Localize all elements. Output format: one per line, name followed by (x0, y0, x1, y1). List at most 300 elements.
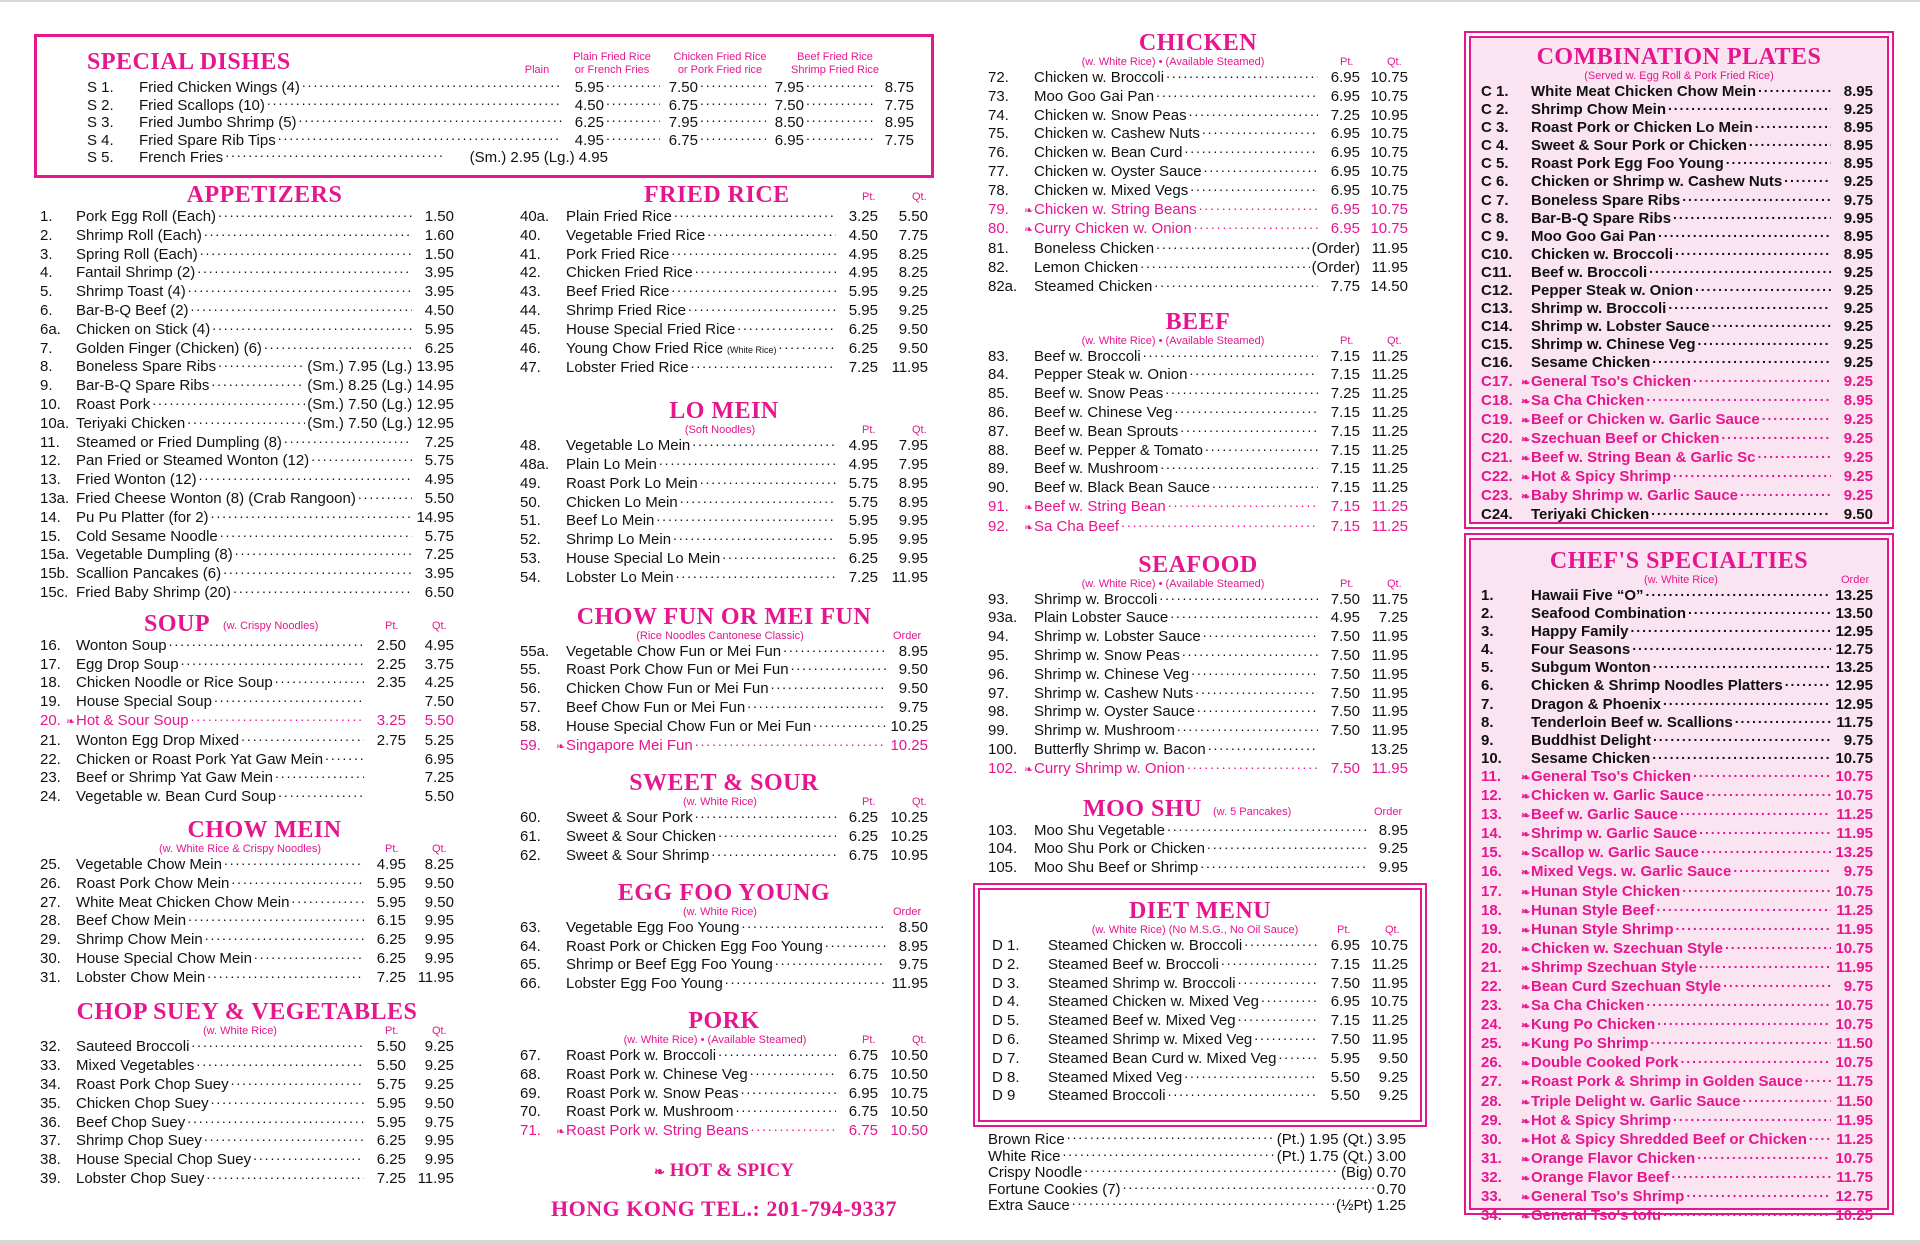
menu-item (40, 1114, 454, 1133)
item-number: 24. (1481, 1016, 1502, 1034)
item-number: 63. (520, 918, 541, 936)
menu-item (988, 442, 1408, 461)
item-name: Shrimp w. Chinese Veg (1531, 336, 1696, 354)
item-number: 19. (40, 693, 61, 711)
price: 5.75 (424, 452, 454, 470)
pork-pt-head: Pt. (862, 1033, 876, 1046)
item-number: 31. (1481, 1149, 1502, 1167)
price-pint: 7.15 (1330, 955, 1360, 973)
dot-leader (1167, 823, 1366, 835)
item-name: Sa Cha Chicken (1531, 391, 1645, 409)
dot-leader (1160, 461, 1318, 473)
dot-leader (813, 719, 886, 731)
dot-leader (211, 1096, 364, 1108)
item-number: 48a. (520, 455, 550, 473)
item-number: 65. (520, 956, 541, 974)
price-quart: 11.25 (1371, 479, 1408, 497)
price-pint: 6.25 (848, 339, 878, 357)
item-name: Beef w. Snow Peas (1034, 385, 1164, 403)
special-dishes-title: SPECIAL DISHES (87, 49, 291, 75)
price-quart: 6.95 (424, 750, 454, 768)
dot-leader (680, 495, 836, 507)
egg-foo-young-order-head: Order (893, 905, 922, 918)
price-quart: 9.25 (1378, 1087, 1408, 1105)
menu-item (988, 722, 1408, 741)
chili-pepper-icon: ❧ (1521, 981, 1531, 994)
item-number: 34. (1481, 1207, 1502, 1225)
price-quart: 10.75 (1370, 181, 1408, 199)
price: 10.75 (1835, 767, 1873, 785)
item-name: Mixed Vegetables (76, 1057, 195, 1075)
price-quart: 10.75 (1370, 200, 1408, 218)
item-number: 8. (40, 358, 53, 376)
soup-qt-head: Qt. (432, 619, 447, 632)
item-number: 11. (1481, 767, 1502, 785)
dot-leader (224, 857, 364, 869)
item-number: C16. (1481, 354, 1513, 372)
price: 8.95 (898, 937, 928, 955)
dot-leader (1182, 648, 1318, 660)
item-number: 28. (40, 912, 61, 930)
item-name: Chicken Fried Rice (566, 264, 693, 282)
price: 13.25 (1835, 587, 1873, 604)
chow-fun-title: CHOW FUN OR MEI FUN (576, 603, 872, 630)
price-pint: 6.25 (848, 320, 878, 338)
price-pint: 7.75 (1330, 277, 1360, 295)
item-number: 4. (1481, 641, 1494, 659)
price-quart: 11.95 (1371, 974, 1408, 992)
item-name: Bar-B-Q Beef (2) (76, 301, 189, 319)
dot-leader (1675, 247, 1831, 259)
price-pint: 7.50 (1330, 722, 1360, 740)
menu-item (1481, 137, 1873, 155)
price-pint: 4.95 (848, 455, 878, 473)
item-number: C19. (1481, 410, 1513, 428)
combination-plates-box (1469, 36, 1889, 524)
chili-pepper-icon: ❧ (1521, 1096, 1531, 1109)
dot-leader (1177, 723, 1318, 735)
chili-pepper-icon: ❧ (1521, 1115, 1531, 1128)
dot-leader (695, 810, 836, 822)
price: 12.75 (1835, 641, 1873, 659)
price-quart: 11.95 (1371, 258, 1408, 276)
price-pint: 7.15 (1330, 366, 1360, 384)
item-name: Hot & Spicy Shredded Beef or Chicken (1531, 1130, 1807, 1148)
menu-item (40, 434, 454, 453)
dot-leader (1195, 686, 1318, 698)
item-number: C22. (1481, 467, 1513, 485)
price: 9.25 (1843, 336, 1873, 354)
dot-leader (1194, 221, 1318, 233)
dot-leader (1699, 826, 1831, 838)
price: 9.25 (1843, 101, 1873, 119)
menu-item (520, 283, 928, 302)
menu-item (988, 628, 1408, 647)
menu-item (988, 518, 1408, 538)
item-number: 13. (40, 471, 61, 489)
item-number: S 3. (87, 114, 114, 131)
dot-leader (718, 829, 836, 841)
price-quart: 10.50 (890, 1046, 928, 1064)
diet-pt-head: Pt. (1337, 924, 1351, 936)
menu-item (1481, 1150, 1873, 1169)
item-number: C 9. (1481, 227, 1509, 245)
menu-item (520, 569, 928, 588)
menu-item (520, 919, 928, 938)
item-number: C12. (1481, 282, 1513, 300)
item-name: General Tso's Chicken (1531, 767, 1692, 785)
item-number: 39. (40, 1170, 61, 1188)
price-fried-rice: 7.95 (668, 114, 698, 131)
dot-leader (1197, 704, 1318, 716)
menu-item (1481, 825, 1873, 844)
menu-item (988, 647, 1408, 666)
price: 8.95 (1843, 391, 1873, 409)
item-name: Chicken w. Garlic Sauce (1531, 787, 1704, 805)
price-quart: 7.25 (1378, 609, 1408, 627)
price: 6.50 (424, 583, 454, 601)
item-number: 20. (40, 711, 61, 729)
item-name: Steamed Beef w. Mixed Veg (1048, 1012, 1236, 1030)
item-name: White Meat Chicken Chow Mein (76, 893, 290, 911)
menu-item (1481, 411, 1873, 430)
beef-title: BEEF (1165, 308, 1231, 335)
price: 9.25 (1843, 282, 1873, 300)
item-number: 51. (520, 512, 541, 530)
chili-pepper-icon: ❧ (1521, 1211, 1531, 1224)
item-number: 35. (40, 1094, 61, 1112)
dot-leader (1651, 507, 1831, 519)
dot-leader (1166, 70, 1318, 82)
item-name: Chicken w. Broccoli (1531, 245, 1673, 263)
menu-item (40, 565, 454, 584)
item-number: 1. (1481, 587, 1494, 604)
item-name: Roast Pork (76, 395, 151, 413)
price-quart: 9.50 (424, 1094, 454, 1112)
item-number: 53. (520, 549, 541, 567)
dot-leader (674, 209, 836, 221)
dot-leader (191, 1039, 364, 1051)
lo-mein-list (520, 437, 928, 587)
menu-item (1481, 768, 1873, 787)
menu-item (988, 182, 1408, 201)
item-number: 80. (988, 220, 1009, 238)
dot-leader (275, 675, 364, 687)
soup-header (40, 611, 454, 637)
price: 9.75 (1843, 191, 1873, 209)
item-number: 89. (988, 460, 1009, 478)
menu-item (1481, 282, 1873, 300)
dot-leader (204, 1133, 364, 1145)
price: 12.95 (1835, 695, 1873, 713)
item-number: 88. (988, 441, 1009, 459)
pork-list (520, 1047, 928, 1142)
item-number: C23. (1481, 487, 1513, 505)
diet-subheader (980, 924, 1420, 937)
chop-suey-subheader (40, 1025, 454, 1038)
price-quart: 8.95 (898, 474, 928, 492)
item-name: Pan Fried or Steamed Wonton (12) (76, 452, 310, 470)
price-pint: 6.95 (1330, 181, 1360, 199)
dot-leader (1658, 229, 1831, 241)
price: (Sm.) 7.50 (Lg.) 12.95 (307, 414, 454, 432)
dot-leader (1743, 1094, 1831, 1106)
item-name: Chicken or Roast Pork Yat Gaw Mein (76, 750, 324, 768)
item-number: 42. (520, 264, 541, 282)
item-number: 32. (1481, 1168, 1502, 1186)
sweet-sour-title: SWEET & SOUR (629, 770, 819, 797)
dot-leader (1159, 592, 1318, 604)
price-pint: 7.15 (1330, 403, 1360, 421)
price-quart: 9.25 (424, 1038, 454, 1056)
price: 9.95 (1378, 859, 1408, 877)
moo-shu-title: MOO SHU (1083, 795, 1202, 822)
dot-leader (806, 80, 876, 92)
item-number: D 9 (992, 1087, 1016, 1105)
dot-leader (1673, 211, 1831, 223)
dot-leader (188, 284, 412, 296)
item-name: Shrimp w. Cashew Nuts (1034, 684, 1194, 702)
item-number: D 2. (992, 955, 1020, 973)
item-name: Steamed Broccoli (1048, 1087, 1166, 1105)
price-quart: 8.25 (898, 245, 928, 263)
menu-item (988, 240, 1408, 259)
dot-leader (1652, 751, 1831, 763)
dot-leader (791, 662, 886, 674)
price-pint: 5.95 (848, 531, 878, 549)
item-number: C 5. (1481, 155, 1509, 173)
menu-item (520, 699, 928, 718)
price-quart: 9.95 (898, 512, 928, 530)
item-number: 66. (520, 975, 541, 993)
chow-fun-list (520, 643, 928, 757)
dot-leader (1721, 431, 1831, 443)
menu-item (40, 377, 454, 396)
chili-pepper-icon: ❧ (1521, 1172, 1531, 1185)
item-name: Chicken w. String Beans (1034, 200, 1197, 218)
item-name: Wonton Soup (76, 636, 167, 654)
item-name: Plain Lo Mein (566, 455, 657, 473)
price-pint: 6.95 (1330, 69, 1360, 86)
price-quart: 10.75 (1370, 993, 1408, 1011)
item-name: Brown Rice (988, 1131, 1065, 1148)
menu-item (988, 201, 1408, 221)
item-number: 2. (1481, 605, 1494, 623)
item-name: Moo Shu Pork or Chicken (1034, 840, 1205, 858)
item-name: Boneless Spare Ribs (1531, 191, 1681, 209)
dot-leader (196, 1058, 364, 1070)
dot-leader (722, 551, 836, 563)
chop-suey-pt-head: Pt. (385, 1025, 399, 1038)
item-name: Lobster Fried Rice (566, 359, 689, 377)
item-name: Shrimp or Beef Egg Foo Young (566, 956, 773, 974)
price-pint: 5.95 (848, 512, 878, 530)
item-name: Scallop w. Garlic Sauce (1531, 844, 1699, 862)
item-number: 45. (520, 320, 541, 338)
item-number: 84. (988, 366, 1009, 384)
price-pint: 4.95 (848, 437, 878, 455)
moo-shu-list (988, 822, 1408, 878)
dot-leader (214, 694, 364, 706)
price: 11.95 (1836, 825, 1873, 843)
item-number: 56. (520, 680, 541, 698)
price-pint: 7.50 (1330, 628, 1360, 646)
menu-item (1481, 264, 1873, 282)
item-number: 60. (520, 809, 541, 827)
price: 8.50 (898, 918, 928, 936)
menu-item (520, 643, 928, 662)
chili-pepper-icon: ❧ (1521, 867, 1531, 880)
price: 9.25 (1843, 263, 1873, 281)
dot-leader (1651, 1036, 1832, 1048)
menu-item (1481, 1112, 1873, 1131)
menu-item (40, 1132, 454, 1151)
dot-leader (231, 1077, 364, 1089)
chop-suey-note: (w. White Rice) (203, 1025, 277, 1038)
dot-leader (825, 939, 886, 951)
item-name: Sa Cha Chicken (1531, 997, 1645, 1015)
item-name: Curry Chicken w. Onion (1034, 220, 1192, 238)
menu-item (87, 97, 922, 115)
chili-pepper-icon: ❧ (1521, 491, 1531, 504)
price: 8.95 (1378, 821, 1408, 839)
diet-list (992, 937, 1408, 1106)
menu-item (992, 993, 1408, 1012)
item-number: 9. (1481, 731, 1494, 749)
dot-leader (211, 378, 305, 390)
price-chicken-pork: 8.50 (774, 114, 804, 131)
item-name: Tenderloin Beef w. Scallions (1531, 713, 1733, 731)
item-number: 15a. (40, 546, 70, 564)
item-number: C 2. (1481, 101, 1509, 119)
menu-item (40, 1095, 454, 1114)
menu-item (40, 769, 454, 788)
item-name: Roast Pork or Chicken Lo Mein (1531, 119, 1753, 137)
item-number: 55. (520, 661, 541, 679)
dot-leader (783, 644, 886, 656)
item-name: Seafood Combination (1531, 605, 1686, 623)
chili-pepper-icon: ❧ (1521, 943, 1531, 956)
menu-item (520, 550, 928, 569)
diet-menu-title: DIET MENU (1128, 898, 1272, 924)
dot-leader (278, 789, 364, 801)
price: 10.75 (1835, 1016, 1873, 1034)
item-number: C17. (1481, 372, 1513, 390)
item-name: Lobster Lo Mein (566, 568, 674, 586)
item-name: House Special Fried Rice (566, 320, 736, 338)
price-quart: 11.95 (417, 1170, 454, 1188)
price-pint: 5.95 (848, 301, 878, 319)
egg-foo-young-note: (w. White Rice) (683, 905, 757, 918)
price: 10.25 (1835, 1207, 1873, 1225)
menu-item (40, 712, 454, 732)
price: 5.95 (424, 320, 454, 338)
item-note: (White Rice) (727, 344, 777, 355)
item-number: 16. (40, 636, 61, 654)
item-number: 9. (40, 377, 53, 395)
item-number: 12. (40, 452, 61, 470)
item-number: 16. (1481, 863, 1502, 881)
item-name: Chicken w. Snow Peas (1034, 106, 1187, 124)
chili-pepper-icon: ❧ (1521, 395, 1531, 408)
menu-item (40, 656, 454, 675)
item-name: Chicken w. Bean Curd (1034, 144, 1183, 162)
menu-item (988, 760, 1408, 780)
item-name: Chicken Noodle or Rice Soup (76, 674, 273, 692)
dot-leader (1758, 450, 1831, 462)
price-pint: (Order) (1311, 240, 1360, 258)
price-quart: 9.95 (424, 1151, 454, 1169)
price: 3.95 (424, 565, 454, 583)
item-name: White Meat Chicken Chow Mein (1531, 83, 1757, 100)
dot-leader (1649, 265, 1831, 277)
item-name: House Special Chow Fun or Mei Fun (566, 717, 812, 735)
menu-item (520, 512, 928, 531)
price-quart: 10.75 (1370, 125, 1408, 143)
item-number: 75. (988, 125, 1009, 143)
chili-pepper-icon: ❧ (1521, 924, 1531, 937)
menu-item (1481, 902, 1873, 921)
price-plain: 5.95 (574, 79, 604, 96)
price: 5.75 (424, 527, 454, 545)
price-pint: 4.95 (848, 264, 878, 282)
dot-leader (1646, 998, 1831, 1010)
price-quart: 10.75 (1370, 69, 1408, 86)
dot-leader (1681, 1055, 1831, 1067)
price: 1.50 (424, 245, 454, 263)
item-name: Lobster Chow Mein (76, 968, 206, 986)
dot-leader (1189, 108, 1318, 120)
menu-item (40, 1170, 454, 1189)
item-number: D 3. (992, 974, 1020, 992)
chili-pepper-icon: ❧ (1521, 376, 1531, 389)
dot-leader (1191, 667, 1318, 679)
hot-spicy-legend (520, 1160, 928, 1182)
item-name: Dragon & Phoenix (1531, 695, 1662, 713)
price-pint: 4.95 (376, 855, 406, 873)
item-name: Bar-B-Q Spare Ribs (1531, 209, 1672, 227)
price-quart: 11.95 (1371, 722, 1408, 740)
price: 11.95 (1836, 958, 1873, 976)
price-quart: 9.25 (1378, 1068, 1408, 1086)
price-beef-shrimp: 7.75 (884, 96, 914, 114)
price-chicken-pork: 7.95 (774, 79, 804, 96)
menu-item (40, 1038, 454, 1057)
item-number: 4. (40, 264, 53, 282)
item-number: C 7. (1481, 191, 1509, 209)
chop-suey-list (40, 1038, 454, 1188)
item-name: Beef or Chicken w. Garlic Sauce (1531, 410, 1760, 428)
menu-item (1481, 318, 1873, 336)
price-pint: 6.95 (1330, 200, 1360, 218)
item-number: 94. (988, 628, 1009, 646)
item-name: Chicken w. Oyster Sauce (1034, 162, 1202, 180)
item-number: C 8. (1481, 209, 1509, 227)
item-number: 40a. (520, 208, 550, 225)
dot-leader (700, 80, 766, 92)
item-number: D 6. (992, 1030, 1020, 1048)
price-pint: 6.25 (848, 828, 878, 846)
side-item (988, 1165, 1406, 1182)
item-number: 50. (520, 493, 541, 511)
moo-shu-header (988, 796, 1408, 822)
chili-pepper-icon: ❧ (1521, 1134, 1531, 1147)
column-2 (520, 182, 928, 1222)
menu-item (40, 227, 454, 246)
item-name: Roast Pork w. Mushroom (566, 1103, 734, 1121)
dot-leader (737, 322, 836, 334)
price-pint: (Order) (1311, 258, 1360, 276)
